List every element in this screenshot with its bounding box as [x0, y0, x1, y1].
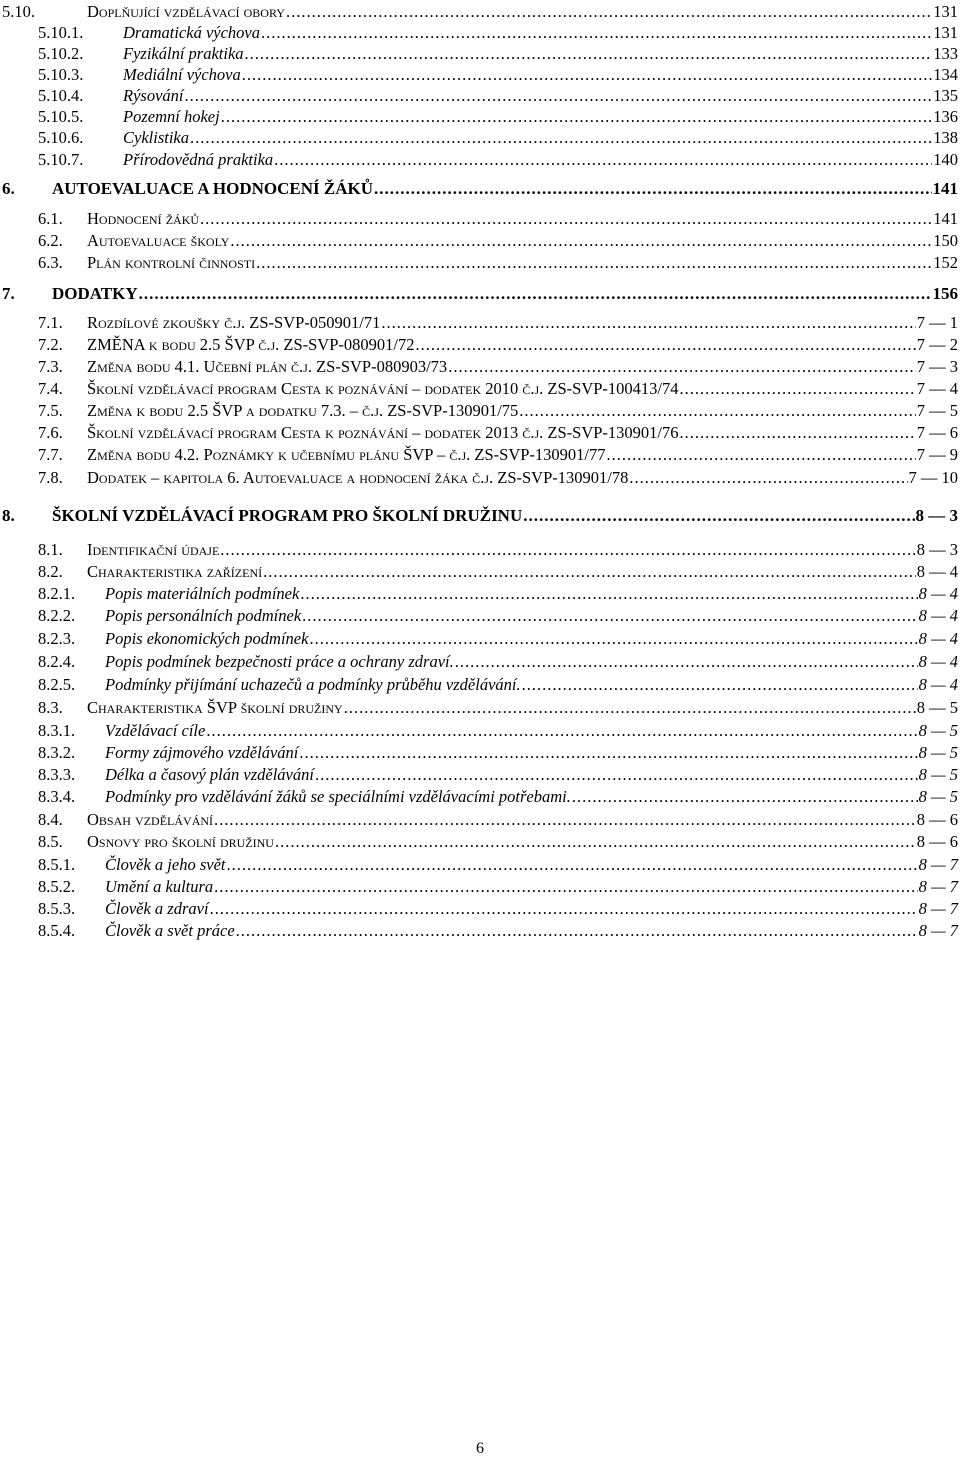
toc-entry-number: 8.5.2.	[38, 877, 76, 896]
dot-leader	[200, 209, 932, 229]
toc-entry-page: 8 — 7	[918, 921, 958, 940]
toc-entry-number: 8.2.2.	[38, 606, 76, 625]
toc-entry[interactable]	[38, 148, 958, 170]
toc-entry[interactable]	[38, 443, 958, 465]
toc-entry[interactable]	[38, 105, 958, 127]
toc-entry-page: 138	[933, 128, 958, 147]
toc-entry-number: 7.2.	[38, 335, 63, 354]
toc-entry-page: 141	[933, 209, 958, 228]
toc-entry-title: Mediální výchova	[123, 65, 241, 84]
toc-entry[interactable]	[38, 466, 958, 488]
toc-entry[interactable]	[38, 399, 958, 421]
toc-entry-number: 8.5.4.	[38, 921, 76, 940]
toc-entry-page: 8 — 4	[918, 584, 958, 603]
toc-entry-page: 140	[933, 150, 958, 169]
toc-entry-page: 8 — 5	[918, 765, 958, 784]
toc-entry-title: Rýsování	[123, 86, 184, 105]
toc-entry-number: 5.10.6.	[38, 128, 84, 147]
toc-entry-page: 8 — 4	[918, 606, 958, 625]
toc-entry[interactable]	[38, 355, 958, 377]
toc-entry-title: Změna bodu 4.2. Poznámky k učebnímu plánu ŠVP – č.j. ZS-SVP-130901/77	[87, 445, 606, 464]
toc-entry-page: 8 — 4	[918, 675, 958, 694]
toc-entry-page: 8 — 4	[916, 562, 958, 581]
dot-leader	[184, 86, 932, 106]
toc-entry-page: 7 — 9	[916, 445, 958, 464]
toc-entry[interactable]	[38, 251, 958, 273]
toc-entry-number: 7.7.	[38, 445, 63, 464]
toc-entry-number: 5.10.5.	[38, 107, 84, 126]
toc-entry-number: 8.3.4.	[38, 787, 76, 806]
toc-entry-page: 135	[933, 86, 958, 105]
toc-entry-number: 7.	[2, 284, 15, 303]
toc-entry-page: 8 — 5	[918, 787, 958, 806]
toc-entry-page: 150	[933, 231, 958, 250]
toc-entry-page: 7 — 3	[916, 357, 958, 376]
toc-entry-page: 134	[933, 65, 958, 84]
dot-leader	[455, 652, 918, 672]
toc-entry-page: 7 — 5	[916, 401, 958, 420]
toc-entry[interactable]	[38, 333, 958, 355]
toc-entry-number: 8.1.	[38, 540, 63, 559]
dot-leader	[275, 832, 916, 852]
toc-entry-page: 8 — 7	[918, 855, 958, 874]
toc-entry-number: 8.3.3.	[38, 765, 76, 784]
dot-leader	[210, 899, 918, 919]
toc-entry[interactable]	[38, 377, 958, 399]
toc-entry-title: ŠKOLNÍ VZDĚLÁVACÍ PROGRAM PRO ŠKOLNÍ DRUŽINU	[52, 506, 523, 525]
toc-entry-number: 8.5.3.	[38, 899, 76, 918]
toc-entry-page: 152	[933, 253, 958, 272]
dot-leader	[286, 2, 932, 22]
toc-entry-title: DODATKY	[52, 284, 138, 303]
toc-entry[interactable]	[38, 229, 958, 251]
toc-entry-number: 5.10.7.	[38, 150, 84, 169]
toc-entry-number: 6.	[2, 179, 15, 198]
toc-entry[interactable]	[2, 177, 958, 199]
toc-entry[interactable]	[38, 785, 958, 807]
toc-entry[interactable]	[38, 830, 958, 852]
dot-leader	[519, 401, 915, 421]
toc-entry-page: 136	[933, 107, 958, 126]
toc-entry-title: Školní vzdělávací program Cesta k poznávání – dodatek 2010 č.j. ZS-SVP-100413/74	[87, 379, 679, 398]
dot-leader	[206, 721, 917, 741]
dot-leader	[523, 506, 914, 526]
toc-entry[interactable]	[38, 897, 958, 919]
toc-entry-page: 7 — 1	[916, 313, 958, 332]
toc-entry-number: 8.3.1.	[38, 721, 76, 740]
dot-leader	[242, 65, 933, 85]
toc-entry[interactable]	[38, 560, 958, 582]
toc-entry[interactable]	[38, 875, 958, 897]
toc-entry-page: 8 — 6	[916, 832, 958, 851]
toc-entry[interactable]	[2, 504, 958, 526]
dot-leader	[448, 357, 916, 377]
toc-entry-number: 8.2.4.	[38, 652, 76, 671]
toc-entry-page: 8 — 7	[918, 877, 958, 896]
dot-leader	[300, 584, 917, 604]
toc-entry[interactable]	[38, 63, 958, 85]
dot-leader	[572, 787, 918, 807]
toc-entry-number: 8.2.3.	[38, 629, 76, 648]
toc-entry-number: 8.2.1.	[38, 584, 76, 603]
dot-leader	[214, 877, 917, 897]
dot-leader	[381, 313, 915, 333]
toc-entry-page: 7 — 6	[916, 423, 958, 442]
toc-entry-number: 5.10.4.	[38, 86, 84, 105]
toc-entry-page: 131	[933, 23, 958, 42]
toc-entry-title: Délka a časový plán vzdělávání	[105, 765, 314, 784]
toc-entry-title: Hodnocení žáků	[87, 209, 200, 228]
toc-entry-title: Autoevaluace školy	[87, 231, 230, 250]
toc-entry-page: 7 — 4	[916, 379, 958, 398]
toc-entry-number: 8.3.2.	[38, 743, 76, 762]
dot-leader	[607, 445, 916, 465]
toc-entry-number: 7.4.	[38, 379, 63, 398]
toc-entry-number: 6.1.	[38, 209, 63, 228]
dot-leader	[190, 128, 932, 148]
toc-entry-number: 6.3.	[38, 253, 63, 272]
toc-entry[interactable]	[38, 808, 958, 830]
toc-entry-title: Doplňující vzdělávací obory	[87, 2, 285, 21]
toc-entry-number: 8.5.1.	[38, 855, 76, 874]
toc-entry-title: Umění a kultura	[105, 877, 214, 896]
toc-entry[interactable]	[38, 538, 958, 560]
toc-entry-number: 5.10.	[2, 2, 35, 21]
toc-entry[interactable]	[2, 0, 958, 22]
toc-entry-title: Osnovy pro školní družinu	[87, 832, 274, 851]
toc-entry[interactable]	[38, 627, 958, 649]
toc-entry-page: 7 — 10	[908, 468, 958, 487]
dot-leader	[214, 810, 916, 830]
toc-entry-title: ZMĚNA k bodu 2.5 ŠVP č.j. ZS-SVP-080901/72	[87, 335, 415, 354]
dot-leader	[415, 335, 915, 355]
toc-entry-number: 6.2.	[38, 231, 63, 250]
toc-entry-page: 8 — 3	[915, 506, 958, 525]
toc-entry-title: AUTOEVALUACE A HODNOCENÍ ŽÁKŮ	[52, 179, 374, 198]
dot-leader	[227, 855, 918, 875]
toc-entry[interactable]	[38, 741, 958, 763]
toc-entry[interactable]	[38, 21, 958, 43]
dot-leader	[299, 743, 917, 763]
toc-entry-page: 131	[933, 2, 958, 21]
toc-entry-page: 8 — 7	[918, 899, 958, 918]
toc-entry[interactable]	[38, 719, 958, 741]
dot-leader	[344, 698, 916, 718]
dot-leader	[261, 23, 932, 43]
toc-entry-title: Přírodovědná praktika	[123, 150, 274, 169]
toc-entry-page: 156	[932, 284, 958, 303]
toc-entry-title: Změna bodu 4.1. Učební plán č.j. ZS-SVP-080903/73	[87, 357, 448, 376]
dot-leader	[309, 629, 917, 649]
toc-entry[interactable]	[38, 763, 958, 785]
toc-entry-title: Člověk a jeho svět	[105, 855, 226, 874]
toc-entry-page: 8 — 5	[918, 721, 958, 740]
toc-entry[interactable]	[38, 84, 958, 106]
toc-entry-title: Pozemní hokej	[123, 107, 220, 126]
toc-entry[interactable]	[38, 604, 958, 626]
toc-entry-title: Cyklistika	[123, 128, 189, 147]
toc-entry-title: Podmínky přijímání uchazečů a podmínky průběhu vzdělávání.	[105, 675, 521, 694]
toc-entry-number: 7.5.	[38, 401, 63, 420]
toc-entry[interactable]	[38, 696, 958, 718]
toc-entry-number: 8.3.	[38, 698, 63, 717]
toc-entry-title: Člověk a svět práce	[105, 921, 235, 940]
toc-entry[interactable]	[38, 582, 958, 604]
toc-entry-title: Popis podmínek bezpečnosti práce a ochrany zdraví.	[105, 652, 454, 671]
toc-entry-title: Rozdílové zkoušky č.j. ZS-SVP-050901/71	[87, 313, 381, 332]
toc-entry-title: Fyzikální praktika	[123, 44, 244, 63]
toc-entry-number: 8.2.5.	[38, 675, 76, 694]
dot-leader	[220, 540, 915, 560]
toc-entry-title: Popis personálních podmínek	[105, 606, 302, 625]
toc-entry-number: 8.	[2, 506, 15, 525]
dot-leader	[230, 231, 932, 251]
toc-entry[interactable]	[38, 650, 958, 672]
toc-entry-title: Charakteristika zařízení	[87, 562, 263, 581]
toc-entry[interactable]	[38, 207, 958, 229]
dot-leader	[274, 150, 932, 170]
toc-entry-title: Plán kontrolní činnosti	[87, 253, 256, 272]
toc-entry-number: 8.5.	[38, 832, 63, 851]
toc-entry-page: 7 — 2	[916, 335, 958, 354]
toc-entry-page: 8 — 3	[916, 540, 958, 559]
toc-entry-title: Dramatická výchova	[123, 23, 260, 42]
dot-leader	[374, 179, 931, 199]
dot-leader	[139, 284, 932, 304]
dot-leader	[236, 921, 918, 941]
toc-entry-number: 5.10.2.	[38, 44, 84, 63]
toc-entry-number: 7.6.	[38, 423, 63, 442]
toc-entry-page: 133	[933, 44, 958, 63]
toc-entry[interactable]	[38, 919, 958, 941]
toc-entry-page: 8 — 6	[916, 810, 958, 829]
toc-entry-page: 8 — 4	[918, 652, 958, 671]
toc-entry-title: Člověk a zdraví	[105, 899, 209, 918]
dot-leader	[522, 675, 918, 695]
dot-leader	[680, 379, 916, 399]
toc-entry-title: Formy zájmového vzdělávání	[105, 743, 299, 762]
toc-entry-page: 8 — 5	[916, 698, 958, 717]
toc-entry-number: 7.1.	[38, 313, 63, 332]
toc-entry-number: 8.4.	[38, 810, 63, 829]
toc-entry-number: 8.2.	[38, 562, 63, 581]
toc-entry-title: Dodatek – kapitola 6. Autoevaluace a hodnocení žáka č.j. ZS-SVP-130901/78	[87, 468, 629, 487]
toc-entry[interactable]	[38, 42, 958, 64]
toc-entry-title: Školní vzdělávací program Cesta k poznávání – dodatek 2013 č.j. ZS-SVP-130901/76	[87, 423, 679, 442]
dot-leader	[629, 468, 907, 488]
toc-entry-title: Změna k bodu 2.5 ŠVP a dodatku 7.3. – č.j. ZS-SVP-130901/75	[87, 401, 519, 420]
page-number: 6	[476, 1440, 484, 1457]
dot-leader	[221, 107, 933, 127]
dot-leader	[315, 765, 918, 785]
toc-entry-title: Charakteristika ŠVP školní družiny	[87, 698, 343, 717]
toc-entry-title: Popis materiálních podmínek	[105, 584, 300, 603]
dot-leader	[302, 606, 917, 626]
toc-entry[interactable]	[38, 126, 958, 148]
toc-entry-page: 8 — 5	[918, 743, 958, 762]
toc-entry[interactable]	[38, 421, 958, 443]
dot-leader	[263, 562, 916, 582]
toc-entry[interactable]	[38, 311, 958, 333]
toc-entry[interactable]	[38, 673, 958, 695]
toc-entry-number: 7.8.	[38, 468, 63, 487]
dot-leader	[245, 44, 933, 64]
toc-entry-number: 5.10.1.	[38, 23, 84, 42]
toc-entry-number: 7.3.	[38, 357, 63, 376]
toc-entry-title: Vzdělávací cíle	[105, 721, 206, 740]
toc-entry-title: Obsah vzdělávání	[87, 810, 214, 829]
dot-leader	[680, 423, 916, 443]
toc-entry-page: 141	[932, 179, 958, 198]
dot-leader	[256, 253, 932, 273]
toc-entry-title: Podmínky pro vzdělávání žáků se speciálními vzdělávacími potřebami.	[105, 787, 571, 806]
toc-entry-number: 5.10.3.	[38, 65, 84, 84]
toc-entry-page: 8 — 4	[918, 629, 958, 648]
toc-entry[interactable]	[38, 853, 958, 875]
toc-entry-title: Popis ekonomických podmínek	[105, 629, 309, 648]
toc-entry-title: Identifikační údaje	[87, 540, 220, 559]
toc-entry[interactable]	[2, 282, 958, 304]
